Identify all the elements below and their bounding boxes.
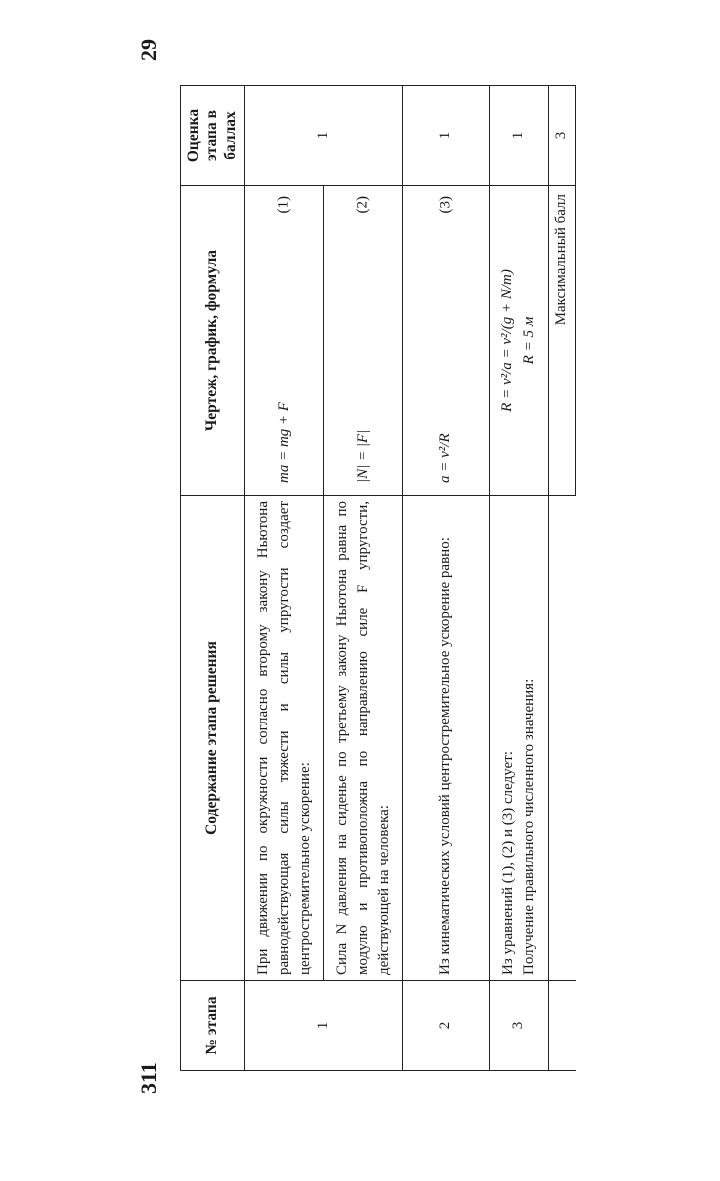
- stage3-formula: [489, 186, 548, 496]
- stage3-text-a: Из уравнений (1), (2) и (3) следует:: [499, 751, 516, 975]
- equation-number-3: (3): [437, 196, 454, 214]
- stage2-num: 2: [403, 981, 489, 1071]
- stage1-text-b: Сила N давления на сиденье по третьему закону Ньютона равна по модулю и противоположна по направлению силе F упругости, действующей на человека:: [324, 496, 403, 981]
- formula-b-text: |N| = |F|: [354, 429, 371, 483]
- max-empty-content: [548, 496, 575, 981]
- solution-table: [180, 85, 576, 1071]
- stage3-text-b: Получение правильного численного значения:: [520, 678, 537, 975]
- max-score-label: Максимальный балл: [548, 186, 575, 496]
- stage3-num: 3: [489, 981, 548, 1071]
- stage1-text-a: При движении по окружности согласно второму закону Ньютона равнодействующая силы тяжести и силы упругости создает центростремительное ускорение:: [245, 496, 324, 981]
- header-score: Оценка этапа в баллах: [181, 86, 245, 186]
- stage2-formula: [403, 186, 489, 496]
- page-number: 311: [136, 1062, 161, 1094]
- stage1-formula-b: [324, 186, 403, 496]
- stage3-text: [489, 496, 548, 981]
- formula-a-text: ma = mg + F: [275, 401, 292, 483]
- stage1-row-b: [324, 86, 403, 1071]
- stage3-formula-a: R = v²/a = v²/(g + N/m): [498, 269, 515, 412]
- task-number: 29: [136, 39, 161, 61]
- stage1-num: 1: [245, 981, 403, 1071]
- header-formula: Чертеж, график, формула: [181, 186, 245, 496]
- stage3-score: 1: [489, 86, 548, 186]
- max-empty-num: [548, 981, 575, 1071]
- stage1-formula-a: [245, 186, 324, 496]
- max-row: [548, 86, 575, 1071]
- header-content: Содержание этапа решения: [181, 496, 245, 981]
- stage1-row-a: [245, 86, 324, 1071]
- max-score-value: 3: [548, 86, 575, 186]
- stage1-score: 1: [245, 86, 403, 186]
- stage2-text: Из кинематических условий центростремительное ускорение равно:: [403, 496, 489, 981]
- stage3-formula-b: R = 5 м: [520, 316, 537, 365]
- equation-number-1: (1): [275, 196, 292, 214]
- stage2-score: 1: [403, 86, 489, 186]
- header-num: № этапа: [181, 981, 245, 1071]
- formula-text: a = v²/R: [437, 433, 454, 483]
- equation-number-2: (2): [354, 196, 371, 214]
- stage3-row: [489, 86, 548, 1071]
- stage2-row: [403, 86, 489, 1071]
- header-row: [181, 86, 245, 1071]
